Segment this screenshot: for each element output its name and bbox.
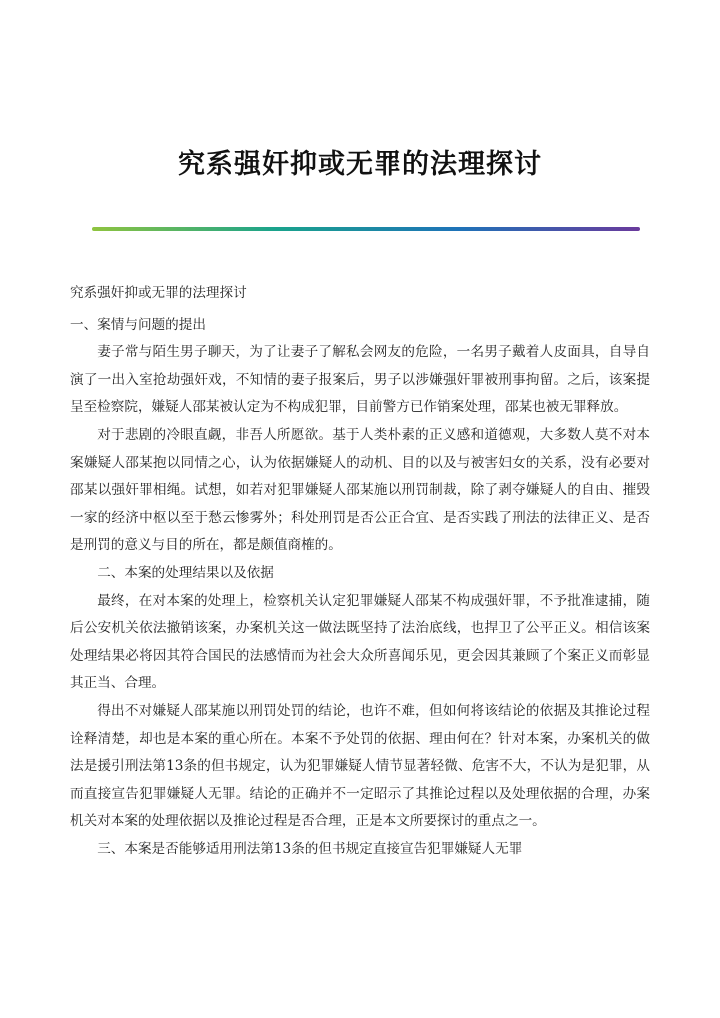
paragraph-4: 得出不对嫌疑人邵某施以刑罚处罚的结论，也许不难，但如何将该结论的依据及其推论过程诠释清楚，却也是本案的重心所在。本案不予处罚的依据、理由何在？针对本案，办案机关的做法是援引刑法第13条的但书规定，认为犯罪嫌疑人情节显著轻微、危害不大，不认为是犯罪，从而直接宣告犯罪嫌疑人无罪。结论的正确并不一定昭示了其推论过程以及处理依据的合理，办案机关对本案的处理依据以及推论过程是否合理，正是本文所要探讨的重点之一。 <box>70 702 650 830</box>
document-body <box>70 280 650 863</box>
paragraph-3: 最终，在对本案的处理上，检察机关认定犯罪嫌疑人邵某不构成强奸罪，不予批准逮捕，随后公安机关依法撤销该案，办案机关这一做法既坚持了法治底线，也捍卫了公平正义。相信该案处理结果必将因其符合国民的法感情而为社会大众所喜闻乐见，更会因其兼顾了个案正义而彰显其正当、合理。 <box>70 592 650 692</box>
document-title: 究系强奸抑或无罪的法理探讨 <box>178 149 542 180</box>
document-subtitle: 究系强奸抑或无罪的法理探讨 <box>70 285 247 301</box>
paragraph-2: 对于悲剧的冷眼直觑，非吾人所愿欲。基于人类朴素的正义感和道德观，大多数人莫不对本案嫌疑人邵某抱以同情之心，认为依据嫌疑人的动机、目的以及与被害妇女的关系，没有必要对邵某以强奸罪相绳。试想，如若对犯罪嫌疑人邵某施以刑罚制裁，除了剥夺嫌疑人的自由、摧毁一家的经济中枢以至于愁云惨雾外；科处刑罚是否公正合宜、是否实践了刑法的法律正义、是否是刑罚的意义与目的所在，都是颇值商榷的。 <box>70 426 650 554</box>
section-heading-1: 一、案情与问题的提出 <box>70 316 206 333</box>
title-gradient-rule <box>92 227 640 231</box>
section-heading-3: 三、本案是否能够适用刑法第13条的但书规定直接宣告犯罪嫌疑人无罪 <box>97 840 523 857</box>
paragraph-1: 妻子常与陌生男子聊天，为了让妻子了解私会网友的危险，一名男子戴着人皮面具，自导自演了一出入室抢劫强奸戏，不知情的妻子报案后，男子以涉嫌强奸罪被刑事拘留。之后，该案提呈至检察院，嫌疑人邵某被认定为不构成犯罪，目前警方已作销案处理，邵某也被无罪释放。 <box>70 344 650 416</box>
section-heading-2: 二、本案的处理结果以及依据 <box>97 564 274 581</box>
